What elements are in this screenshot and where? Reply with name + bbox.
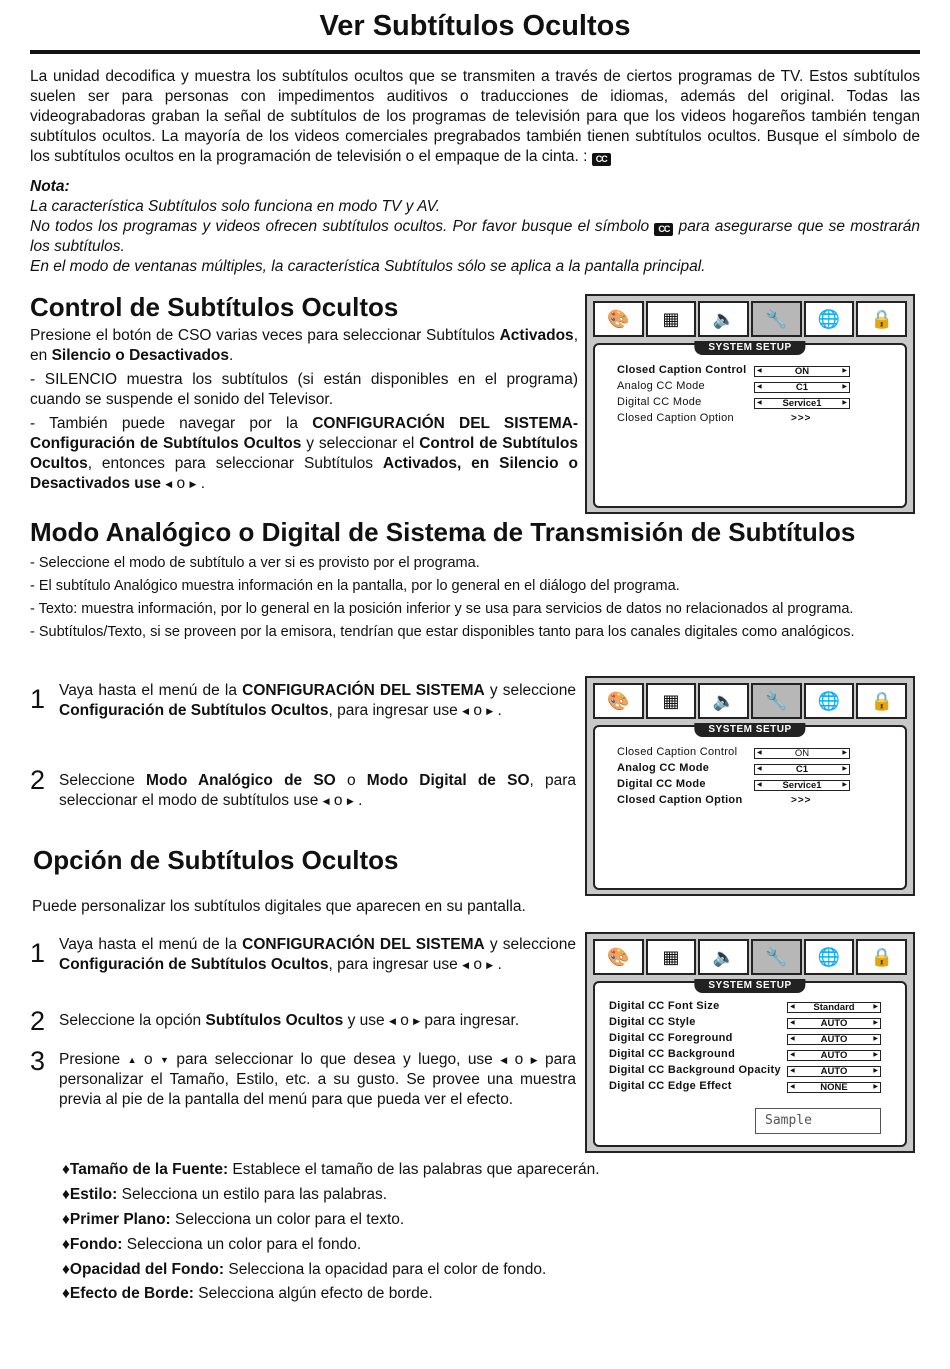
system-setup-menu-1 xyxy=(585,294,915,514)
modo-line: - Subtítulos/Texto, si se proveen por la emisora, tendrían que estar disponibles tanto para los canales digitales como analógicos. xyxy=(30,624,855,640)
note-line-1: La característica Subtítulos solo funciona en modo TV y AV. xyxy=(30,198,441,215)
note-line-2a: No todos los programas y videos ofrecen subtítulos ocultos. Por favor busque el símbolo xyxy=(30,218,650,235)
diamond-bullet-icon: ♦ xyxy=(62,1161,70,1178)
setup-tools-icon[interactable]: 🔧 xyxy=(751,683,802,719)
right-arrow-icon: ▶ xyxy=(530,1055,538,1065)
lock-icon[interactable]: 🔒 xyxy=(856,301,907,337)
opcion-intro: Puede personalizar los subtítulos digitales que aparecen en su pantalla. xyxy=(32,898,526,915)
menu-row-value[interactable]: ◀ Service1 ▶ xyxy=(754,780,850,791)
menu-row-value[interactable]: ◀ C1 ▶ xyxy=(754,382,850,393)
modo-list xyxy=(30,552,930,644)
menu-panel xyxy=(593,725,907,890)
modo-heading: Modo Analógico o Digital de Sistema de Transmisión de Subtítulos xyxy=(30,517,856,547)
step-number: 2 xyxy=(30,765,46,795)
setup-tools-icon[interactable]: 🔧 xyxy=(751,939,802,975)
menu-row-label[interactable]: Closed Caption Control xyxy=(617,364,747,376)
caption-sample-preview: Sample xyxy=(755,1108,881,1134)
menu-row-label[interactable]: Digital CC Mode xyxy=(617,778,706,790)
step-number: 1 xyxy=(30,938,46,968)
note-line-2b: para asegurarse que se mostrarán los subtítulos. xyxy=(30,218,920,255)
globe-icon[interactable]: 🌐 xyxy=(804,939,855,975)
picture-icon[interactable]: 🎨 xyxy=(593,683,644,719)
lock-icon[interactable]: 🔒 xyxy=(856,683,907,719)
menu-title: SYSTEM SETUP xyxy=(694,341,805,355)
menu-row-value[interactable]: ◀ NONE ▶ xyxy=(787,1082,881,1093)
right-arrow-icon: ▶ xyxy=(189,479,197,489)
menu-row-value[interactable]: ◀ ON ▶ xyxy=(754,366,850,377)
opcion-step-2: Seleccione la opción Subtítulos Ocultos y use ◀ o ▶ para ingresar. xyxy=(59,1012,520,1029)
bullet-item: ♦Estilo: Selecciona un estilo para las palabras. xyxy=(62,1186,387,1203)
opcion-step-1: Vaya hasta el menú de la CONFIGURACIÓN DEL SISTEMA y seleccione Configuración de Subtítulos Ocultos, para ingresar use ◀ o ▶ . xyxy=(59,936,576,973)
menu-row-label[interactable]: Analog CC Mode xyxy=(617,380,705,392)
step-number: 1 xyxy=(30,684,46,714)
cc-symbol-icon: CC xyxy=(654,223,673,236)
diamond-bullet-icon: ♦ xyxy=(62,1186,70,1203)
menu-row-label[interactable]: Digital CC Mode xyxy=(617,396,702,408)
menu-row-label[interactable]: Digital CC Font Size xyxy=(609,1000,720,1012)
control-p3: - También puede navegar por la CONFIGURACIÓN DEL SISTEMA- Configuración de Subtítulos Ocultos y seleccionar el Control de Subtítulos Ocultos, entonces para seleccionar Subtítulos Activados, en Silencio o Desactivados use ◀ o ▶ . xyxy=(30,415,579,492)
intro-text: La unidad decodifica y muestra los subtítulos ocultos que se transmiten a través de ciertos programas de TV. Estos subtítulos suelen ser para personas con impedimentos auditivos o traducciones de idiomas, además del original. Todas las videograbadoras graban la señal de subtítulos de los programas de televisión para que los videos hogareños también tengan subtítulos ocultos. La mayoría de los videos comerciales pregrabados también tienen subtítulos ocultos. Busque el símbolo de los subtítulos ocultos en la programación de televisión o el empaque de la cinta. : xyxy=(30,68,920,165)
menu-row-label[interactable]: Analog CC Mode xyxy=(617,762,710,774)
note-block xyxy=(30,177,920,277)
menu-row-label[interactable]: Digital CC Foreground xyxy=(609,1032,733,1044)
pip-icon[interactable]: ▦ xyxy=(646,939,697,975)
modo-step-2: Seleccione Modo Analógico de SO o Modo Digital de SO, para seleccionar el modo de subtítulos use ◀ o ▶ . xyxy=(59,772,577,809)
menu-row-value[interactable]: >>> xyxy=(791,413,812,424)
lock-icon[interactable]: 🔒 xyxy=(856,939,907,975)
step-number: 2 xyxy=(30,1006,46,1036)
left-arrow-icon: ◀ xyxy=(462,960,470,970)
menu-row-label[interactable]: Digital CC Background xyxy=(609,1048,736,1060)
control-p2: - SILENCIO muestra los subtítulos (si están disponibles en el programa) cuando se suspende el sonido del Televisor. xyxy=(30,371,578,408)
control-text xyxy=(30,326,578,494)
menu-panel xyxy=(593,981,907,1147)
menu-row-value[interactable]: ◀ AUTO ▶ xyxy=(787,1034,881,1045)
pip-icon[interactable]: ▦ xyxy=(646,301,697,337)
modo-line: - Texto: muestra información, por lo general en la posición inferior y se usa para servicios de datos no relacionados al programa. xyxy=(30,601,854,617)
menu-row-label[interactable]: Digital CC Edge Effect xyxy=(609,1080,732,1092)
modo-step-1: Vaya hasta el menú de la CONFIGURACIÓN DEL SISTEMA y seleccione Configuración de Subtítulos Ocultos, para ingresar use ◀ o ▶ . xyxy=(59,682,576,719)
bullet-item: ♦Efecto de Borde: Selecciona algún efecto de borde. xyxy=(62,1285,433,1302)
pip-icon[interactable]: ▦ xyxy=(646,683,697,719)
intro-paragraph xyxy=(30,67,920,167)
menu-icon-bar xyxy=(593,683,907,719)
menu-row-value[interactable]: ◀ Standard ▶ xyxy=(787,1002,881,1013)
menu-row-value[interactable]: ◀ AUTO ▶ xyxy=(787,1018,881,1029)
menu-row-label[interactable]: Digital CC Style xyxy=(609,1016,696,1028)
menu-row-label[interactable]: Closed Caption Control xyxy=(617,746,738,758)
up-arrow-icon: ▲ xyxy=(127,1055,137,1065)
bullet-item: ♦Opacidad del Fondo: Selecciona la opacidad para el color de fondo. xyxy=(62,1261,547,1278)
menu-row-value[interactable]: ◀ AUTO ▶ xyxy=(787,1066,881,1077)
bullet-item: ♦Tamaño de la Fuente: Establece el tamaño de las palabras que aparecerán. xyxy=(62,1161,600,1178)
note-label: Nota: xyxy=(30,178,70,195)
modo-line: - Seleccione el modo de subtítulo a ver si es provisto por el programa. xyxy=(30,555,480,571)
left-arrow-icon: ◀ xyxy=(388,1016,396,1026)
left-arrow-icon: ◀ xyxy=(500,1055,508,1065)
audio-icon[interactable]: 🔈 xyxy=(698,939,749,975)
right-arrow-icon: ▶ xyxy=(486,706,494,716)
menu-row-value[interactable]: ◀ Service1 ▶ xyxy=(754,398,850,409)
control-p1: Presione el botón de CSO varias veces para seleccionar Subtítulos Activados, en Silencio o Desactivados. xyxy=(30,327,578,364)
globe-icon[interactable]: 🌐 xyxy=(804,301,855,337)
setup-tools-icon[interactable]: 🔧 xyxy=(751,301,802,337)
menu-panel xyxy=(593,343,907,508)
down-arrow-icon: ▼ xyxy=(160,1055,169,1065)
menu-row-label[interactable]: Closed Caption Option xyxy=(617,412,734,424)
audio-icon[interactable]: 🔈 xyxy=(698,683,749,719)
right-arrow-icon: ▶ xyxy=(346,796,354,806)
menu-row-value[interactable]: ◀ ON ▶ xyxy=(754,748,850,759)
opcion-heading: Opción de Subtítulos Ocultos xyxy=(33,845,399,875)
menu-row-value[interactable]: ◀ C1 ▶ xyxy=(754,764,850,775)
system-setup-menu-2 xyxy=(585,676,915,896)
menu-icon-bar xyxy=(593,301,907,337)
left-arrow-icon: ◀ xyxy=(322,796,330,806)
note-line-3: En el modo de ventanas múltiples, la característica Subtítulos sólo se aplica a la pantalla principal. xyxy=(30,258,706,275)
menu-title: SYSTEM SETUP xyxy=(694,979,805,993)
bullet-item: ♦Fondo: Selecciona un color para el fondo. xyxy=(62,1236,362,1253)
picture-icon[interactable]: 🎨 xyxy=(593,301,644,337)
right-arrow-icon: ▶ xyxy=(413,1016,421,1026)
diamond-bullet-icon: ♦ xyxy=(62,1211,70,1228)
picture-icon[interactable]: 🎨 xyxy=(593,939,644,975)
opcion-step-3: Presione ▲ o ▼ para seleccionar lo que desea y luego, use ◀ o ▶ para personalizar el Tamaño, Estilo, etc. a su gusto. Se provee una muestra previa al pie de la pantalla del menú para que pueda ver el efecto. xyxy=(59,1051,576,1108)
page-title: Ver Subtítulos Ocultos xyxy=(319,10,631,42)
title-rule xyxy=(30,50,920,54)
right-arrow-icon: ▶ xyxy=(486,960,494,970)
cc-symbol-icon: CC xyxy=(592,153,611,166)
control-heading: Control de Subtítulos Ocultos xyxy=(30,292,399,322)
menu-icon-bar xyxy=(593,939,907,975)
menu-row-value[interactable]: ◀ AUTO ▶ xyxy=(787,1050,881,1061)
globe-icon[interactable]: 🌐 xyxy=(804,683,855,719)
left-arrow-icon: ◀ xyxy=(165,479,173,489)
diamond-bullet-icon: ♦ xyxy=(62,1236,70,1253)
left-arrow-icon: ◀ xyxy=(462,706,470,716)
menu-row-label[interactable]: Closed Caption Option xyxy=(617,794,743,806)
modo-line: - El subtítulo Analógico muestra información en la pantalla, por lo general en el diálogo del programa. xyxy=(30,578,680,594)
menu-row-value[interactable]: >>> xyxy=(791,795,812,806)
menu-row-label[interactable]: Digital CC Background Opacity xyxy=(609,1064,781,1076)
step-number: 3 xyxy=(30,1046,46,1076)
diamond-bullet-icon: ♦ xyxy=(62,1285,70,1302)
diamond-bullet-icon: ♦ xyxy=(62,1261,70,1278)
system-setup-menu-3 xyxy=(585,932,915,1153)
bullet-item: ♦Primer Plano: Selecciona un color para el texto. xyxy=(62,1211,405,1228)
note-line-2 xyxy=(30,217,920,257)
menu-title: SYSTEM SETUP xyxy=(694,723,805,737)
audio-icon[interactable]: 🔈 xyxy=(698,301,749,337)
